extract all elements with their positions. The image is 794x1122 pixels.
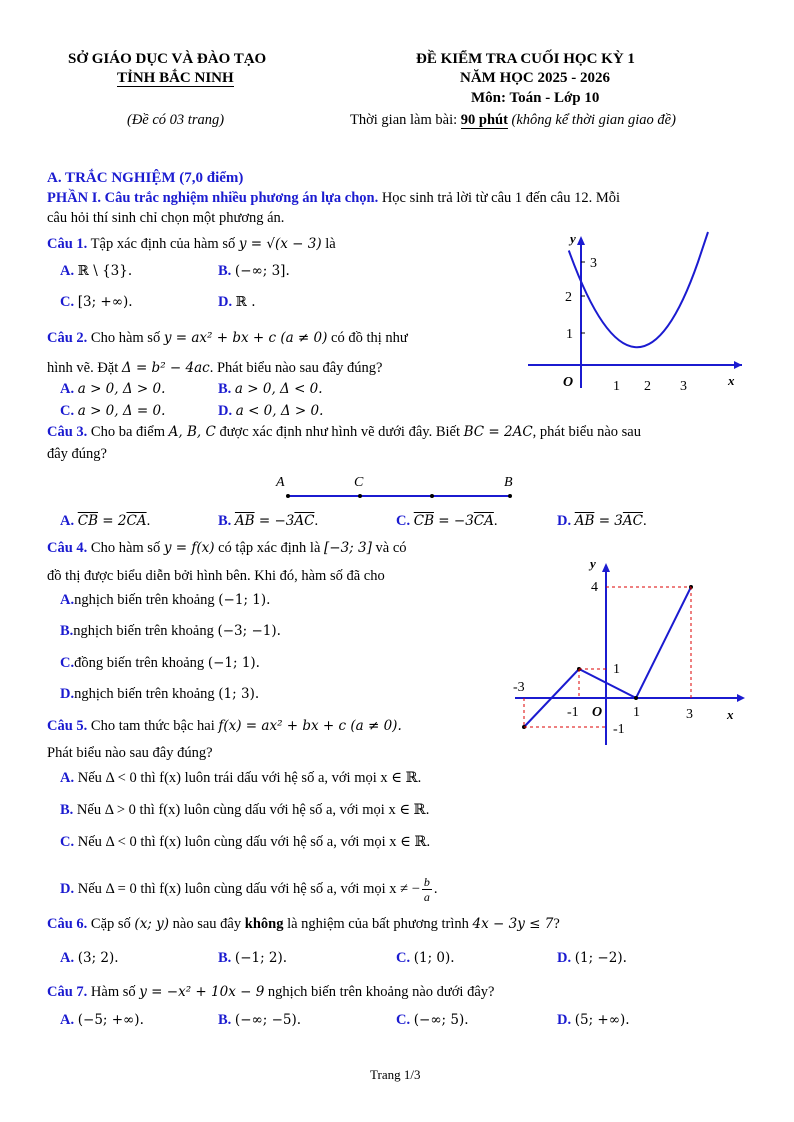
svg-text:-3: -3: [513, 680, 525, 695]
svg-text:-1: -1: [613, 722, 625, 737]
svg-text:1: 1: [633, 705, 640, 720]
svg-text:y: y: [590, 556, 596, 571]
q3-option-c[interactable]: C. $\overline{CB} = -3\overline{CA}$.: [396, 513, 498, 529]
q7-option-d[interactable]: D. (5; +∞).: [557, 1012, 630, 1028]
piecewise-graph: [505, 555, 755, 750]
q1-option-a[interactable]: A. ℝ \ {3}.: [60, 263, 133, 279]
svg-text:1: 1: [566, 327, 573, 342]
department-name: SỞ GIÁO DỤC VÀ ĐÀO TẠO: [68, 51, 267, 67]
svg-text:3: 3: [680, 379, 687, 393]
q1-option-c[interactable]: C. [3; +∞).: [60, 294, 133, 310]
svg-text:1: 1: [613, 662, 620, 677]
q7-option-a[interactable]: A. (−5; +∞).: [60, 1012, 144, 1028]
svg-text:C: C: [354, 475, 364, 490]
svg-text:O: O: [592, 705, 603, 720]
svg-text:x: x: [727, 707, 734, 722]
svg-text:-1: -1: [567, 705, 579, 720]
svg-text:2: 2: [644, 379, 651, 393]
q4-option-d[interactable]: D.nghịch biến trên khoảng (1; 3).: [60, 686, 260, 702]
svg-text:3: 3: [590, 256, 597, 271]
q5-option-b[interactable]: B. Nếu Δ > 0 thì f(x) luôn cùng dấu với hệ số a, với mọi x ∈ ℝ.: [60, 802, 430, 818]
q1-option-b[interactable]: B. (−∞; 3].: [218, 263, 290, 279]
part-desc: câu hỏi thí sinh chỉ chọn một phương án.: [47, 210, 285, 226]
q5-option-a[interactable]: A. Nếu Δ < 0 thì f(x) luôn trái dấu với hệ số a, với mọi x ∈ ℝ.: [60, 770, 422, 786]
question-5: Câu 5. Cho tam thức bậc hai f(x) = ax² + bx + c (a ≠ 0).: [47, 718, 402, 734]
svg-text:x: x: [728, 373, 735, 388]
q3-option-b[interactable]: B. $\overline{AB} = -3\overline{AC}$.: [218, 513, 319, 529]
q4-option-a[interactable]: A.nghịch biến trên khoảng (−1; 1).: [60, 592, 271, 608]
svg-text:1: 1: [613, 379, 620, 393]
svg-text:B: B: [504, 475, 513, 490]
question-1: Câu 1. Tập xác định của hàm số y = √(x − 3) là: [47, 236, 336, 252]
question-2: Câu 2. Cho hàm số y = ax² + bx + c (a ≠ 0) có đồ thị như: [47, 330, 408, 346]
q7-option-b[interactable]: B. (−∞; −5).: [218, 1012, 302, 1028]
q2-option-b[interactable]: B. a > 0, Δ < 0.: [218, 381, 323, 397]
q6-option-b[interactable]: B. (−1; 2).: [218, 950, 288, 966]
part-title: PHẦN I. Câu trắc nghiệm nhiều phương án lựa chọn. Học sinh trả lời từ câu 1 đến câu 12. Mỗi: [47, 190, 621, 206]
page-count-note: (Đề có 03 trang): [127, 112, 225, 128]
svg-text:A: A: [276, 475, 285, 490]
q4-option-b[interactable]: B.nghịch biến trên khoảng (−3; −1).: [60, 623, 281, 639]
question-4-line2: đồ thị được biểu diễn bởi hình bên. Khi đó, hàm số đã cho: [47, 568, 385, 584]
question-3-line2: đây đúng?: [47, 446, 107, 462]
svg-text:O: O: [563, 375, 574, 390]
q3-option-d[interactable]: D. $\overline{AB} = 3\overline{AC}$.: [557, 513, 647, 529]
parabola-graph: [520, 228, 750, 393]
q5-option-c[interactable]: C. Nếu Δ < 0 thì f(x) luôn cùng dấu với hệ số a, với mọi x ∈ ℝ.: [60, 834, 431, 850]
points-line-figure: [270, 470, 520, 505]
q6-option-a[interactable]: A. (3; 2).: [60, 950, 119, 966]
q2-option-a[interactable]: A. a > 0, Δ > 0.: [60, 381, 166, 397]
question-2-line2: hình vẽ. Đặt Δ = b² − 4ac. Phát biểu nào sau đây đúng?: [47, 360, 383, 376]
question-4: Câu 4. Cho hàm số y = f(x) có tập xác định là [−3; 3] và có: [47, 540, 407, 556]
q2-option-d[interactable]: D. a < 0, Δ > 0.: [218, 403, 324, 419]
school-year: NĂM HỌC 2025 - 2026: [460, 70, 610, 86]
subject: Môn: Toán - Lớp 10: [471, 90, 600, 106]
q2-option-c[interactable]: C. a > 0, Δ = 0.: [60, 403, 166, 419]
section-title: A. TRẮC NGHIỆM (7,0 điểm): [47, 170, 244, 186]
question-6: Câu 6. Cặp số (x; y) nào sau đây không là nghiệm của bất phương trình 4x − 3y ≤ 7?: [47, 916, 560, 932]
exam-title: ĐỀ KIỂM TRA CUỐI HỌC KỲ 1: [416, 51, 635, 67]
q1-option-d[interactable]: D. ℝ .: [218, 294, 256, 310]
svg-text:4: 4: [591, 580, 598, 595]
province-name: TỈNH BẮC NINH: [117, 70, 234, 86]
q6-option-c[interactable]: C. (1; 0).: [396, 950, 455, 966]
svg-text:3: 3: [686, 707, 693, 722]
time-limit: Thời gian làm bài: 90 phút (không kể thời gian giao đề): [350, 112, 676, 128]
q5-option-d[interactable]: D. Nếu Δ = 0 thì f(x) luôn cùng dấu với hệ số a, với mọi x ≠ − $\frac{b}{a}$ .: [60, 875, 438, 904]
svg-text:y: y: [570, 231, 576, 246]
page-number: Trang 1/3: [370, 1067, 421, 1082]
q4-option-c[interactable]: C.đồng biến trên khoảng (−1; 1).: [60, 655, 260, 671]
question-7: Câu 7. Hàm số y = −x² + 10x − 9 nghịch biến trên khoảng nào dưới đây?: [47, 984, 495, 1000]
question-5-line2: Phát biểu nào sau đây đúng?: [47, 745, 213, 761]
svg-text:2: 2: [565, 290, 572, 305]
q7-option-c[interactable]: C. (−∞; 5).: [396, 1012, 469, 1028]
q3-option-a[interactable]: A. $\overline{CB} = 2\overline{CA}$.: [60, 513, 151, 529]
question-3: Câu 3. Cho ba điểm A, B, C được xác định như hình vẽ dưới đây. Biết BC = 2AC, phát biểu nào sau: [47, 424, 641, 440]
q6-option-d[interactable]: D. (1; −2).: [557, 950, 627, 966]
